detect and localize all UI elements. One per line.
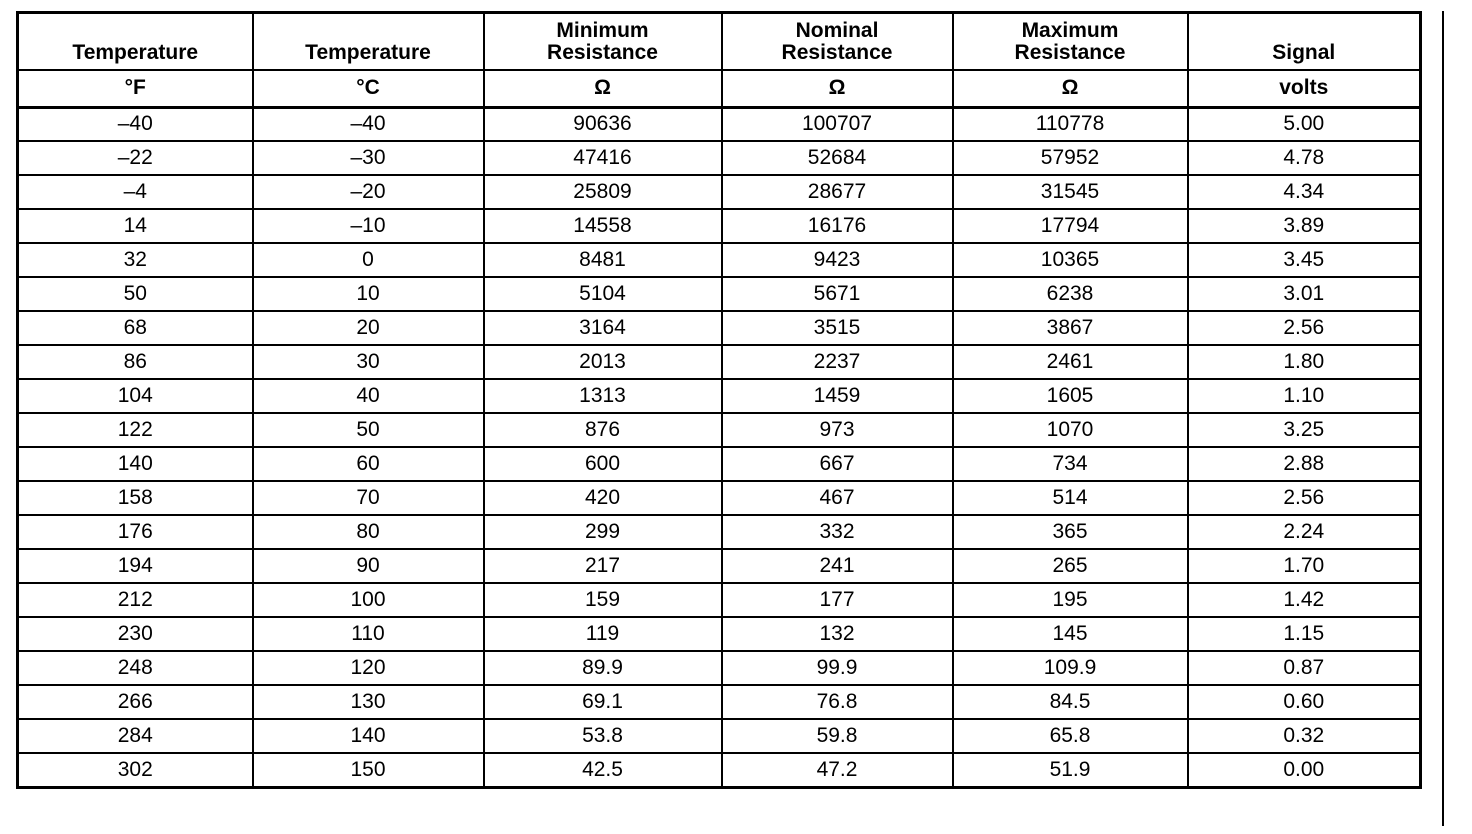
cell-max-resistance: 1070 (953, 413, 1188, 447)
header-text: Minimum (556, 18, 649, 42)
cell-max-resistance: 65.8 (953, 719, 1188, 753)
cell-signal-volts: 3.01 (1188, 277, 1421, 311)
unit-fahrenheit: °F (18, 70, 253, 108)
cell-signal-volts: 0.87 (1188, 651, 1421, 685)
cell-signal-volts: 1.42 (1188, 583, 1421, 617)
cell-min-resistance: 53.8 (484, 719, 722, 753)
cell-min-resistance: 2013 (484, 345, 722, 379)
header-maximum-resistance (953, 13, 1188, 70)
cell-nominal-resistance: 2237 (722, 345, 953, 379)
cell-nominal-resistance: 177 (722, 583, 953, 617)
cell-min-resistance: 25809 (484, 175, 722, 209)
cell-temp-f: 248 (18, 651, 253, 685)
cell-temp-f: 194 (18, 549, 253, 583)
cell-temp-c: –10 (253, 209, 484, 243)
cell-min-resistance: 3164 (484, 311, 722, 345)
cell-min-resistance: 47416 (484, 141, 722, 175)
cell-nominal-resistance: 100707 (722, 107, 953, 141)
unit-volts: volts (1188, 70, 1421, 108)
units-row (18, 70, 1421, 108)
header-text: Resistance (1014, 40, 1126, 64)
cell-signal-volts: 3.25 (1188, 413, 1421, 447)
cell-temp-c: 50 (253, 413, 484, 447)
cell-max-resistance: 51.9 (953, 753, 1188, 787)
cell-min-resistance: 14558 (484, 209, 722, 243)
cell-min-resistance: 90636 (484, 107, 722, 141)
cell-temp-c: 90 (253, 549, 484, 583)
cell-temp-c: –40 (253, 107, 484, 141)
cell-min-resistance: 600 (484, 447, 722, 481)
cell-temp-f: 266 (18, 685, 253, 719)
cell-temp-f: 302 (18, 753, 253, 787)
table-row (18, 209, 1421, 243)
cell-min-resistance: 69.1 (484, 685, 722, 719)
header-nominal-resistance (722, 13, 953, 70)
right-border-rule (1442, 11, 1444, 826)
table-row (18, 243, 1421, 277)
cell-max-resistance: 514 (953, 481, 1188, 515)
cell-nominal-resistance: 99.9 (722, 651, 953, 685)
cell-temp-c: 140 (253, 719, 484, 753)
table-header (18, 13, 1421, 108)
cell-temp-c: 130 (253, 685, 484, 719)
header-text: Maximum (1021, 18, 1119, 42)
table-row (18, 481, 1421, 515)
cell-signal-volts: 0.00 (1188, 753, 1421, 787)
cell-signal-volts: 0.32 (1188, 719, 1421, 753)
cell-temp-f: 212 (18, 583, 253, 617)
cell-nominal-resistance: 59.8 (722, 719, 953, 753)
cell-max-resistance: 57952 (953, 141, 1188, 175)
table-row (18, 175, 1421, 209)
cell-signal-volts: 1.70 (1188, 549, 1421, 583)
table-row (18, 753, 1421, 787)
cell-temp-c: –30 (253, 141, 484, 175)
cell-nominal-resistance: 52684 (722, 141, 953, 175)
table-row (18, 345, 1421, 379)
table-row (18, 447, 1421, 481)
cell-signal-volts: 2.88 (1188, 447, 1421, 481)
cell-max-resistance: 145 (953, 617, 1188, 651)
cell-nominal-resistance: 76.8 (722, 685, 953, 719)
header-text: Signal (1272, 40, 1336, 64)
header-text: Temperature (305, 40, 431, 64)
cell-signal-volts: 2.24 (1188, 515, 1421, 549)
table-row (18, 141, 1421, 175)
cell-signal-volts: 3.45 (1188, 243, 1421, 277)
cell-max-resistance: 17794 (953, 209, 1188, 243)
temperature-resistance-table (16, 11, 1422, 789)
cell-temp-c: 20 (253, 311, 484, 345)
cell-temp-f: 14 (18, 209, 253, 243)
unit-ohm-nominal: Ω (722, 70, 953, 108)
cell-min-resistance: 119 (484, 617, 722, 651)
cell-temp-c: 10 (253, 277, 484, 311)
cell-min-resistance: 876 (484, 413, 722, 447)
header-temperature-c (253, 13, 484, 70)
cell-nominal-resistance: 5671 (722, 277, 953, 311)
cell-max-resistance: 3867 (953, 311, 1188, 345)
table-row (18, 277, 1421, 311)
unit-ohm-max: Ω (953, 70, 1188, 108)
cell-temp-c: 80 (253, 515, 484, 549)
cell-temp-f: 230 (18, 617, 253, 651)
cell-temp-c: 40 (253, 379, 484, 413)
cell-min-resistance: 42.5 (484, 753, 722, 787)
cell-temp-f: –22 (18, 141, 253, 175)
cell-nominal-resistance: 132 (722, 617, 953, 651)
unit-celsius: °C (253, 70, 484, 108)
header-temperature-f (18, 13, 253, 70)
cell-max-resistance: 365 (953, 515, 1188, 549)
cell-max-resistance: 110778 (953, 107, 1188, 141)
cell-signal-volts: 1.10 (1188, 379, 1421, 413)
table-row (18, 719, 1421, 753)
cell-min-resistance: 159 (484, 583, 722, 617)
cell-temp-f: 284 (18, 719, 253, 753)
cell-signal-volts: 2.56 (1188, 481, 1421, 515)
table-row (18, 379, 1421, 413)
table-row (18, 685, 1421, 719)
cell-max-resistance: 265 (953, 549, 1188, 583)
cell-max-resistance: 195 (953, 583, 1188, 617)
cell-nominal-resistance: 3515 (722, 311, 953, 345)
cell-max-resistance: 84.5 (953, 685, 1188, 719)
cell-temp-c: 100 (253, 583, 484, 617)
cell-max-resistance: 2461 (953, 345, 1188, 379)
cell-temp-f: 158 (18, 481, 253, 515)
cell-max-resistance: 734 (953, 447, 1188, 481)
cell-temp-f: 50 (18, 277, 253, 311)
unit-ohm-min: Ω (484, 70, 722, 108)
header-text: Temperature (72, 40, 199, 64)
cell-temp-c: 120 (253, 651, 484, 685)
cell-signal-volts: 1.15 (1188, 617, 1421, 651)
table-row (18, 107, 1421, 141)
header-signal (1188, 13, 1421, 70)
cell-temp-c: 150 (253, 753, 484, 787)
cell-nominal-resistance: 9423 (722, 243, 953, 277)
cell-temp-c: 0 (253, 243, 484, 277)
cell-min-resistance: 89.9 (484, 651, 722, 685)
cell-max-resistance: 31545 (953, 175, 1188, 209)
cell-nominal-resistance: 47.2 (722, 753, 953, 787)
cell-signal-volts: 0.60 (1188, 685, 1421, 719)
cell-max-resistance: 10365 (953, 243, 1188, 277)
resistance-table-container (16, 11, 1422, 789)
cell-temp-f: 176 (18, 515, 253, 549)
table-row (18, 617, 1421, 651)
table-row (18, 311, 1421, 345)
cell-min-resistance: 217 (484, 549, 722, 583)
header-text: Resistance (781, 40, 893, 64)
header-minimum-resistance (484, 13, 722, 70)
cell-max-resistance: 109.9 (953, 651, 1188, 685)
cell-temp-c: 30 (253, 345, 484, 379)
cell-nominal-resistance: 332 (722, 515, 953, 549)
cell-temp-f: –40 (18, 107, 253, 141)
table-row (18, 651, 1421, 685)
cell-signal-volts: 5.00 (1188, 107, 1421, 141)
cell-nominal-resistance: 1459 (722, 379, 953, 413)
table-row (18, 515, 1421, 549)
cell-temp-f: 68 (18, 311, 253, 345)
cell-min-resistance: 5104 (484, 277, 722, 311)
cell-temp-f: 32 (18, 243, 253, 277)
cell-min-resistance: 1313 (484, 379, 722, 413)
cell-signal-volts: 4.78 (1188, 141, 1421, 175)
header-text: Resistance (547, 40, 658, 64)
header-row (18, 13, 1421, 70)
table-row (18, 549, 1421, 583)
cell-signal-volts: 1.80 (1188, 345, 1421, 379)
cell-temp-f: –4 (18, 175, 253, 209)
cell-nominal-resistance: 241 (722, 549, 953, 583)
cell-temp-c: 110 (253, 617, 484, 651)
cell-min-resistance: 299 (484, 515, 722, 549)
cell-nominal-resistance: 667 (722, 447, 953, 481)
cell-min-resistance: 420 (484, 481, 722, 515)
cell-temp-f: 122 (18, 413, 253, 447)
cell-nominal-resistance: 28677 (722, 175, 953, 209)
cell-signal-volts: 4.34 (1188, 175, 1421, 209)
cell-temp-c: 60 (253, 447, 484, 481)
cell-temp-f: 140 (18, 447, 253, 481)
cell-signal-volts: 3.89 (1188, 209, 1421, 243)
header-text: Nominal (795, 18, 879, 42)
cell-temp-c: –20 (253, 175, 484, 209)
cell-max-resistance: 1605 (953, 379, 1188, 413)
cell-nominal-resistance: 467 (722, 481, 953, 515)
cell-max-resistance: 6238 (953, 277, 1188, 311)
cell-temp-f: 86 (18, 345, 253, 379)
cell-min-resistance: 8481 (484, 243, 722, 277)
cell-nominal-resistance: 973 (722, 413, 953, 447)
cell-signal-volts: 2.56 (1188, 311, 1421, 345)
table-row (18, 413, 1421, 447)
cell-nominal-resistance: 16176 (722, 209, 953, 243)
cell-temp-c: 70 (253, 481, 484, 515)
table-body (18, 107, 1421, 787)
table-row (18, 583, 1421, 617)
cell-temp-f: 104 (18, 379, 253, 413)
